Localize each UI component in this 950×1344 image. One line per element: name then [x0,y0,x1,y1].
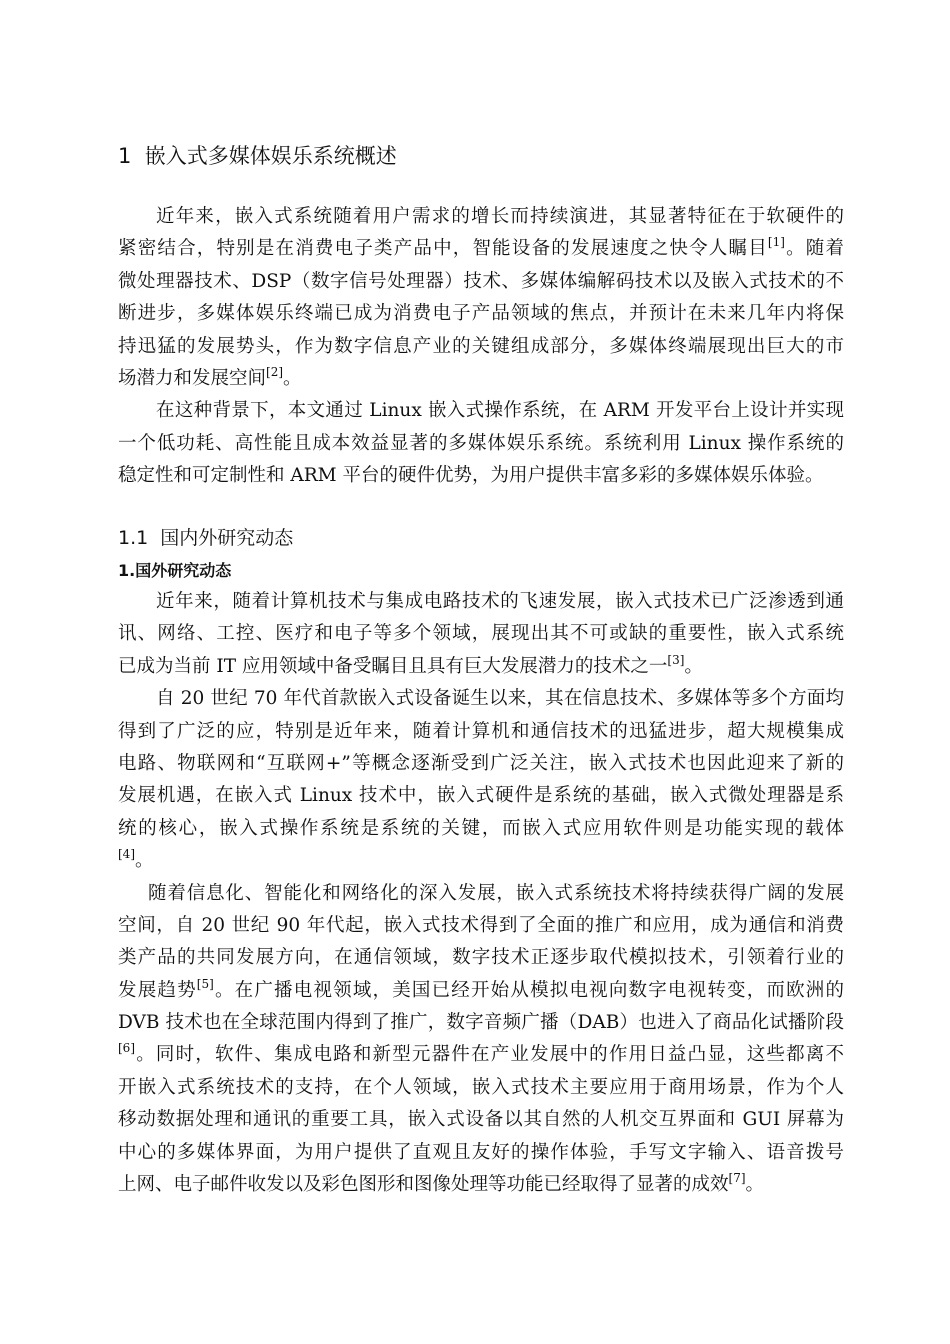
text-line [118,942,844,974]
text-line [118,683,844,715]
text-segment: 。在广播电视领域，美国已经开始从模拟电视向数字电视转变，而欧洲的 [213,979,844,1001]
text-line [118,651,844,683]
text-line [118,813,844,845]
text-line [118,331,844,363]
text-line [118,975,844,1007]
text-segment: 移动数据处理和通讯的重要工具，嵌入式设备以其自然的人机交互界面和 GUI 屏幕为 [118,1109,844,1131]
text-segment: 近年来，随着计算机技术与集成电路技术的飞速发展，嵌入式技术已广泛渗透到通 [156,591,844,612]
text-segment: 类产品的共同发展方向，在通信领域，数字技术正逐步取代模拟技术，引领着行业的 [118,947,844,969]
text-segment: 自 20 世纪 70 年代首款嵌入式设备诞生以来，其在信息技术、多媒体等多个方面均 [156,688,844,710]
text-line [118,618,844,650]
text-segment: 。随着 [784,238,844,260]
paragraph [118,683,844,877]
paragraph [118,201,844,395]
text-line [118,298,844,330]
text-segment: 中心的多媒体界面，为用户提供了直观且友好的操作体验，手写文字输入、语音拨号 [118,1141,844,1163]
text-segment: 发展趋势 [118,979,197,1001]
text-segment: 讯、网络、工控、医疗和电子等多个领域，展现出其不可或缺的重要性，嵌入式系统 [118,623,844,645]
text-segment: 在这种背景下，本文通过 Linux 嵌入式操作系统，在 ARM 开发平台上设计并实现 [156,400,844,422]
text-segment: 开嵌入式系统技术的支持，在个人领域，嵌入式技术主要应用于商用场景，作为个人 [118,1076,844,1098]
text-line [118,233,844,265]
text-line [118,1169,844,1201]
text-segment: 随着信息化、智能化和网络化的深入发展，嵌入式系统技术将持续获得广阔的发展 [148,882,844,904]
citation-marker: [2] [266,364,284,379]
text-line [118,1007,844,1039]
text-line [118,266,844,298]
subsection-heading: 1.国外研究动态 [118,561,232,580]
text-segment: 上网、电子邮件收发以及彩色图形和图像处理等功能已经取得了显著的成效 [118,1174,729,1196]
text-line [118,780,844,812]
citation-marker: [6] [118,1041,135,1056]
intro-body [118,201,844,493]
text-segment: 已成为当前 IT 应用领域中备受瞩目且具有巨大发展潜力的技术之一 [118,655,668,677]
text-segment: 。 [283,367,302,389]
text-segment: 统的核心，嵌入式操作系统是系统的关键，而嵌入式应用软件则是功能实现的载体 [118,817,844,839]
text-segment: 稳定性和可定制性和 ARM 平台的硬件优势，为用户提供丰富多彩的多媒体娱乐体验。 [118,465,824,487]
citation-marker: [4] [118,847,135,862]
text-segment: DVB 技术也在全球范围内得到了推广，数字音频广播（DAB）也进入了商品化试播阶段 [118,1012,844,1034]
text-segment: 微处理器技术、DSP（数字信号处理器）技术、多媒体编解码技术以及嵌入式技术的不 [118,270,844,292]
research-body [118,586,844,1201]
text-segment: 断进步，多媒体娱乐终端已成为消费电子产品领域的焦点，并预计在未来几年内将保 [118,303,844,325]
text-line [118,460,844,492]
text-segment: 场潜力和发展空间 [118,367,267,389]
text-line [118,716,844,748]
text-segment: 一个低功耗、高性能且成本效益显著的多媒体娱乐系统。系统利用 Linux 操作系统的 [118,432,844,454]
text-line [118,1104,844,1136]
text-line [118,586,844,618]
section-heading: 1.1 国内外研究动态 [118,527,294,549]
citation-marker: [1] [767,235,785,250]
text-segment: 。 [684,655,703,677]
text-line [118,1072,844,1104]
text-line [118,748,844,780]
text-segment: 得到了广泛的应，特别是近年来，随着计算机和通信技术的迅猛进步，超大规模集成 [118,720,844,742]
citation-marker: [7] [728,1171,746,1186]
text-line [118,395,844,427]
text-line [118,1137,844,1169]
text-segment: 。同时，软件、集成电路和新型元器件在产业发展中的作用日益凸显，这些都离不 [135,1044,844,1066]
text-line [118,201,844,233]
text-segment: 发展机遇，在嵌入式 Linux 技术中，嵌入式硬件是系统的基础，嵌入式微处理器是系 [118,785,844,807]
text-line [118,845,844,877]
text-segment: 紧密结合，特别是在消费电子类产品中，智能设备的发展速度之快令人瞩目 [118,238,768,260]
text-line [118,363,844,395]
paragraph [118,586,844,683]
text-line [118,1039,844,1071]
text-segment: 。 [135,850,154,872]
citation-marker: [5] [196,976,214,991]
text-line [118,910,844,942]
text-segment: 。 [745,1174,765,1196]
citation-marker: [3] [667,652,685,667]
text-segment: 持迅猛的发展势头，作为数字信息产业的关键组成部分，多媒体终端展现出巨大的市 [118,335,844,357]
text-segment: 电路、物联网和“互联网+”等概念逐渐受到广泛关注，嵌入式技术也因此迎来了新的 [118,752,844,774]
paragraph [118,395,844,492]
paragraph [118,878,844,1202]
text-segment: 近年来，嵌入式系统随着用户需求的增长而持续演进，其显著特征在于软硬件的 [156,206,844,227]
text-line [118,428,844,460]
text-segment: 空间，自 20 世纪 90 年代起，嵌入式技术得到了全面的推广和应用，成为通信和消费 [118,914,844,936]
chapter-title: 1 嵌入式多媒体娱乐系统概述 [118,144,397,168]
text-line [118,878,844,910]
